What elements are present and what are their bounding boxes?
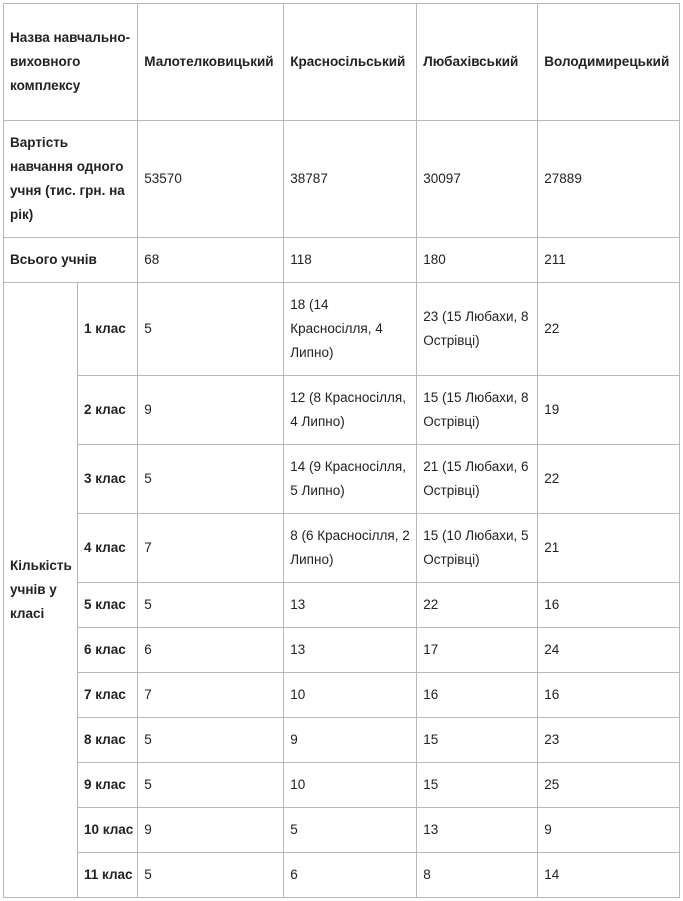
class-value: 13: [284, 628, 417, 673]
class-value: 9: [538, 808, 680, 853]
total-label: Всього учнів: [4, 238, 138, 283]
cost-value: 30097: [417, 121, 538, 238]
class-value: 5: [138, 853, 284, 898]
class-value: 22: [538, 283, 680, 376]
total-value: 68: [138, 238, 284, 283]
grade-label: 11 клас: [78, 853, 138, 898]
class-value: 15: [417, 763, 538, 808]
class-row: [4, 376, 680, 445]
class-value: 7: [138, 673, 284, 718]
class-value: 21: [538, 514, 680, 583]
grade-label: 10 клас: [78, 808, 138, 853]
class-value: 18 (14 Красносілля, 4 Липно): [284, 283, 417, 376]
class-value: 25: [538, 763, 680, 808]
class-value: 17: [417, 628, 538, 673]
grade-label: 5 клас: [78, 583, 138, 628]
class-row: [4, 445, 680, 514]
cost-row: [4, 121, 680, 238]
class-value: 14 (9 Красносілля, 5 Липно): [284, 445, 417, 514]
class-value: 5: [138, 718, 284, 763]
class-value: 16: [538, 583, 680, 628]
class-value: 9: [138, 376, 284, 445]
total-row: [4, 238, 680, 283]
school-name: Любахівський: [417, 4, 538, 121]
grade-label: 2 клас: [78, 376, 138, 445]
class-value: 8: [417, 853, 538, 898]
class-row: [4, 628, 680, 673]
class-value: 8 (6 Красносілля, 2 Липно): [284, 514, 417, 583]
class-value: 7: [138, 514, 284, 583]
class-value: 19: [538, 376, 680, 445]
class-value: 13: [284, 583, 417, 628]
class-row: [4, 718, 680, 763]
class-value: 12 (8 Красносілля, 4 Липно): [284, 376, 417, 445]
class-value: 9: [284, 718, 417, 763]
class-value: 5: [138, 763, 284, 808]
header-label: Назва навчально-виховного комплексу: [4, 4, 138, 121]
grade-label: 8 клас: [78, 718, 138, 763]
total-value: 211: [538, 238, 680, 283]
class-row: [4, 808, 680, 853]
school-name: Красносільський: [284, 4, 417, 121]
class-group-label: Кількість учнів у класі: [4, 283, 78, 898]
cost-value: 38787: [284, 121, 417, 238]
header-row: [4, 4, 680, 121]
class-value: 15 (10 Любахи, 5 Острівці): [417, 514, 538, 583]
class-row: [4, 853, 680, 898]
class-row: [4, 673, 680, 718]
grade-label: 9 клас: [78, 763, 138, 808]
class-row: [4, 763, 680, 808]
class-value: 13: [417, 808, 538, 853]
class-value: 22: [538, 445, 680, 514]
total-value: 118: [284, 238, 417, 283]
school-name: Малотелковицький: [138, 4, 284, 121]
cost-value: 53570: [138, 121, 284, 238]
class-value: 22: [417, 583, 538, 628]
class-value: 5: [138, 283, 284, 376]
class-value: 24: [538, 628, 680, 673]
class-row: [4, 283, 680, 376]
class-value: 16: [538, 673, 680, 718]
class-value: 6: [138, 628, 284, 673]
cost-label: Вартість навчання одного учня (тис. грн. на рік): [4, 121, 138, 238]
total-value: 180: [417, 238, 538, 283]
class-value: 15: [417, 718, 538, 763]
class-value: 5: [284, 808, 417, 853]
cost-value: 27889: [538, 121, 680, 238]
class-value: 15 (15 Любахи, 8 Острівці): [417, 376, 538, 445]
class-value: 10: [284, 673, 417, 718]
grade-label: 3 клас: [78, 445, 138, 514]
class-row: [4, 583, 680, 628]
class-value: 5: [138, 445, 284, 514]
class-value: 5: [138, 583, 284, 628]
class-value: 10: [284, 763, 417, 808]
class-value: 21 (15 Любахи, 6 Острівці): [417, 445, 538, 514]
class-value: 23 (15 Любахи, 8 Острівці): [417, 283, 538, 376]
table-container: [3, 3, 680, 898]
class-value: 9: [138, 808, 284, 853]
grade-label: 1 клас: [78, 283, 138, 376]
class-value: 14: [538, 853, 680, 898]
class-value: 6: [284, 853, 417, 898]
class-row: [4, 514, 680, 583]
grade-label: 7 клас: [78, 673, 138, 718]
school-name: Володимирецький: [538, 4, 680, 121]
grade-label: 4 клас: [78, 514, 138, 583]
schools-comparison-table: [3, 3, 680, 898]
grade-label: 6 клас: [78, 628, 138, 673]
class-value: 16: [417, 673, 538, 718]
class-value: 23: [538, 718, 680, 763]
